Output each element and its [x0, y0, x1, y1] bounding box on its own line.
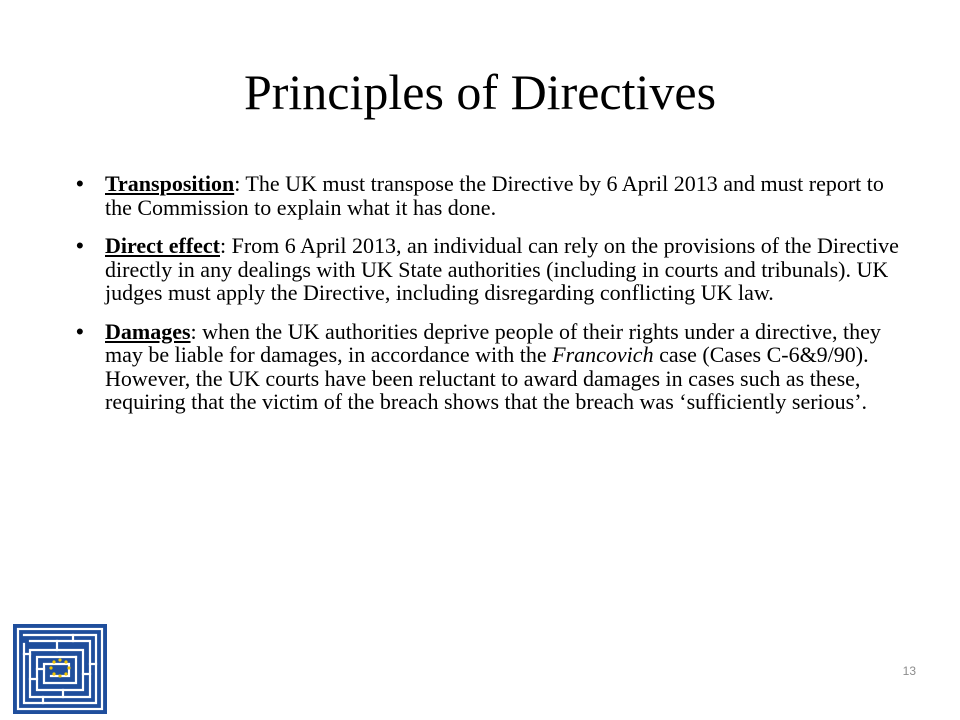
bullet-transposition — [76, 172, 916, 219]
page-number: 13 — [902, 664, 916, 678]
term-separator: : — [234, 171, 246, 196]
bullet-dot: • — [76, 318, 84, 344]
term-direct-effect: Direct effect — [105, 233, 220, 258]
bullet-direct-effect — [76, 234, 916, 305]
bullet-list — [76, 172, 916, 429]
bullet-text-after: case (Cases C-6&9/90). However, the UK courts have been reluctant to award damages in cases such as these, requiring that the victim of the breach shows that the breach was ‘sufficiently serious’. — [105, 342, 869, 414]
case-name: Francovich — [552, 342, 654, 367]
term-damages: Damages — [105, 318, 191, 344]
bullet-dot: • — [76, 233, 84, 258]
term-separator: : — [220, 233, 232, 258]
eu-labyrinth-logo-icon — [13, 624, 107, 714]
slide-title: Principles of Directives — [243, 64, 717, 120]
bullet-text: The UK must transpose the Directive by 6 April 2013 and must report to the Commission to explain what it has done. — [105, 171, 884, 220]
bullet-text: From 6 April 2013, an individual can rely on the provisions of the Directive directly in any dealings with UK State authorities (including in courts and tribunals). UK judges must apply the Directive, including disregarding conflicting UK law. — [105, 233, 899, 305]
term-transposition: Transposition — [105, 171, 235, 196]
bullet-text-before: when the UK authorities deprive people of their rights under a directive, they may be liable for damages, in accordance with the — [105, 318, 881, 367]
bullet-damages — [76, 320, 916, 414]
bullet-dot: • — [76, 171, 84, 196]
term-separator: : — [190, 318, 203, 344]
